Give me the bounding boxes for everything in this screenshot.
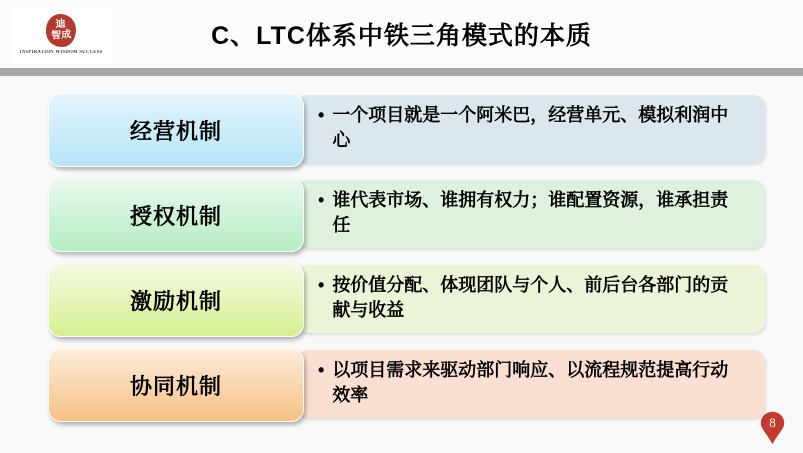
mechanism-list (0, 93, 803, 433)
collaboration-mechanism-content-box (296, 350, 765, 418)
collaboration-mechanism-description: 以项目需求来驱动部门响应、以流程规范提高行动效率 (332, 360, 729, 405)
page-title: C、LTC体系中铁三角模式的本质 (211, 22, 592, 50)
header-divider (0, 68, 803, 76)
incentive-mechanism-content-box (296, 265, 765, 333)
logo-seal-text-top: 迪 (55, 18, 66, 31)
collaboration-mechanism-label: 协同机制 (129, 373, 222, 399)
operating-mechanism-content-box (296, 95, 765, 163)
page-number: 8 (769, 415, 776, 430)
logo-seal-text-bottom: 智成 (50, 28, 72, 42)
company-logo (10, 8, 112, 64)
slide-header (0, 0, 803, 68)
incentive-mechanism-description: 按价值分配、体现团队与个人、前后台各部门的贡献与收益 (332, 275, 729, 320)
collaboration-mechanism-label-box (48, 348, 304, 422)
incentive-mechanism-label-box (48, 263, 304, 337)
row-incentive-mechanism (0, 263, 803, 337)
authorization-mechanism-label-box (48, 178, 304, 252)
row-authorization-mechanism (0, 178, 803, 252)
row-operating-mechanism (0, 93, 803, 167)
operating-mechanism-label: 经营机制 (129, 118, 222, 144)
authorization-mechanism-label: 授权机制 (129, 203, 222, 229)
operating-mechanism-description: 一个项目就是一个阿米巴，经营单元、模拟利润中心 (332, 105, 729, 150)
logo-seal-icon (45, 13, 77, 48)
bullet-marker: • (318, 105, 325, 125)
row-collaboration-mechanism (0, 348, 803, 422)
page-number-pin (760, 411, 785, 445)
authorization-mechanism-description: 谁代表市场、谁拥有权力；谁配置资源，谁承担责任 (332, 190, 729, 235)
authorization-mechanism-content-box (296, 180, 765, 248)
incentive-mechanism-label: 激励机制 (129, 288, 222, 314)
bullet-marker: • (318, 190, 325, 210)
operating-mechanism-label-box (48, 93, 304, 167)
logo-caption: INSPIRATION WISDOM SUCCESS (19, 50, 103, 55)
bullet-marker: • (318, 360, 325, 380)
bullet-marker: • (318, 275, 325, 295)
